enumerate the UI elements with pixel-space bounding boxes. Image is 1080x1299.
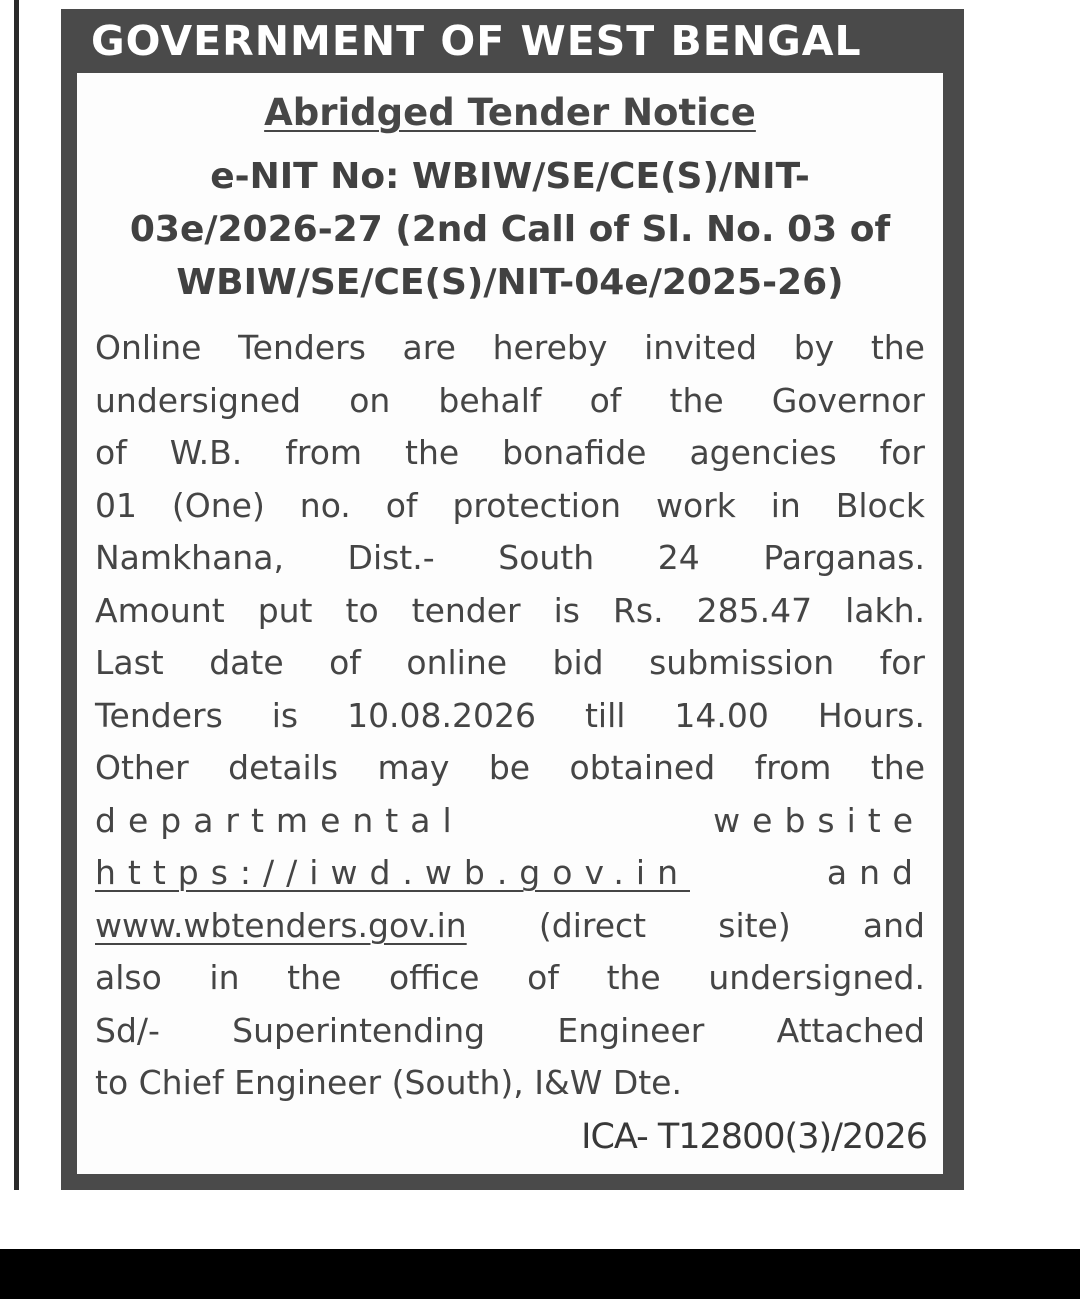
notice-subtitle [77, 93, 943, 134]
body-line: 01 (One) no. of protection work in Block [95, 485, 925, 525]
body-line: Amount put to tender is Rs. 285.47 lakh. [95, 590, 925, 630]
notice-subtitle-text: Abridged Tender Notice [264, 91, 756, 134]
nit-line: e-NIT No: WBIW/SE/CE(S)/NIT- [210, 156, 810, 197]
body-line: undersigned on behalf of the Governor [95, 380, 925, 420]
notice-body-text [95, 322, 925, 1110]
reference-number: ICA- T12800(3)/2026 [581, 1117, 927, 1157]
link1-suffix: and [826, 853, 925, 892]
body-line: of W.B. from the bonafide agencies for [95, 433, 925, 472]
body-line: Sd/- Superintending Engineer Attached [95, 1010, 925, 1050]
header-band [61, 9, 964, 73]
bottom-black-bar [0, 1249, 1080, 1299]
body-line: departmental website [95, 800, 925, 840]
body-line: Last date of online bid submission for [95, 643, 925, 682]
nit-line: WBIW/SE/CE(S)/NIT-04e/2025-26) [176, 262, 844, 303]
body-line: Tenders is 10.08.2026 till 14.00 Hours. [95, 695, 925, 735]
iwd-website-link[interactable]: https://iwd.wb.gov.in [95, 853, 690, 892]
nit-line: 03e/2026-27 (2nd Call of Sl. No. 03 of [129, 209, 891, 250]
wbtenders-website-link[interactable]: www.wbtenders.gov.in [95, 905, 467, 945]
tender-notice-box [61, 9, 964, 1190]
nit-number-block [87, 150, 933, 309]
link-line-1 [95, 847, 925, 900]
link2-suffix: (direct site) and [538, 905, 925, 945]
body-line: also in the office of the undersigned. [95, 958, 925, 997]
body-line: Namkhana, Dist.- South 24 Parganas. [95, 538, 925, 577]
body-line: to Chief Engineer (South), I&W Dte. [95, 1063, 682, 1102]
body-line: Other details may be obtained from the [95, 748, 925, 787]
notice-body-panel [77, 73, 943, 1174]
government-header: GOVERNMENT OF WEST BENGAL [91, 17, 862, 65]
link-line-2 [95, 900, 925, 953]
left-border-rule [14, 0, 19, 1190]
body-line: Online Tenders are hereby invited by the [95, 328, 925, 367]
